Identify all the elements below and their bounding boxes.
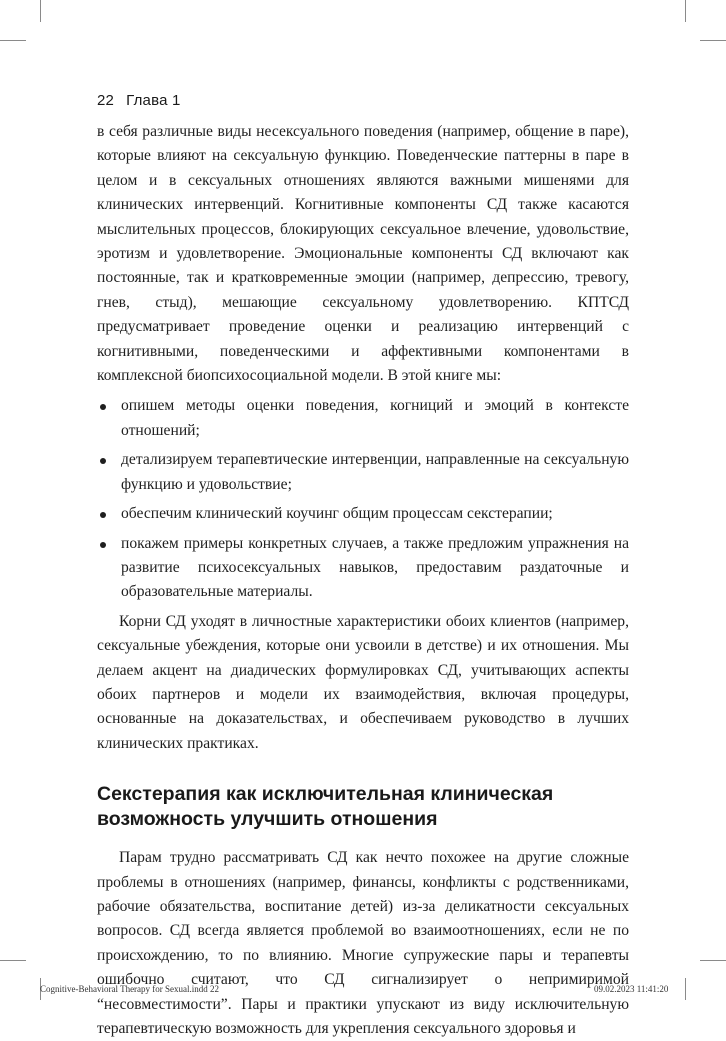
bullet-icon	[100, 512, 106, 518]
crop-mark	[0, 40, 26, 41]
body-text	[97, 120, 629, 1041]
bullet-icon	[100, 542, 106, 548]
running-head	[97, 92, 181, 109]
list-item	[97, 448, 629, 497]
list-item-text: детализируем терапевтические интервенции, направленные на сексуальную функцию и удовольствие;	[121, 451, 629, 493]
list-item	[97, 532, 629, 605]
crop-mark	[700, 40, 726, 41]
bullet-icon	[100, 404, 106, 410]
bullet-list	[97, 394, 629, 604]
list-item-text: обеспечим клинический коучинг общим процессам секстерапии;	[121, 505, 553, 523]
crop-mark	[700, 960, 726, 961]
page-number: 22	[97, 92, 115, 109]
slug-timestamp: 09.02.2023 11:41:20	[594, 984, 669, 994]
paragraph: Корни СД уходят в личностные характеристики обоих клиентов (например, сексуальные убеждения, которые они усвоили в детстве) и их отношения. Мы делаем акцент на диадических формулировках СД, учитывающих аспекты обоих партнеров и модели их взаимодействия, включая процедуры, основанные на доказательствах, и обеспечиваем руководство в лучших клинических практиках.	[97, 612, 629, 752]
list-item	[97, 502, 629, 526]
chapter-title: Глава 1	[126, 92, 181, 109]
list-item-text: покажем примеры конкретных случаев, а также предложим упражнения на развитие психосексуальных навыков, предоставим раздаточные и образовательные материалы.	[121, 534, 629, 601]
list-item-text: опишем методы оценки поведения, когниций и эмоций в контексте отношений;	[121, 397, 629, 439]
crop-mark	[685, 0, 686, 22]
section-heading: Секстерапия как исключительная клиническая возможность улучшить отношения	[97, 783, 554, 831]
bullet-icon	[100, 458, 106, 464]
crop-mark	[685, 978, 686, 1000]
crop-mark	[0, 960, 26, 961]
crop-mark	[40, 0, 41, 22]
paragraph: в себя различные виды несексуального поведения (например, общение в паре), которые влияют на сексуальную функцию. Поведенческие паттерны в паре в целом и в сексуальных отношениях являются важными мишенями для клинических интервенций. Когнитивные компоненты СД также касаются мыслительных процессов, блокирующих сексуальное влечение, удовольствие, эротизм и удовлетворение. Эмоциональные компоненты СД включают как постоянные, так и кратковременные эмоции (например, депрессию, тревогу, гнев, стыд), мешающие сексуальному удовлетворению. КПТСД предусматривает проведение оценки и реализацию интервенций с когнитивными, поведенческими и аффективными компонентами в комплексной биопсихосоциальной модели. В этой книге мы:	[97, 123, 629, 385]
paragraph: Парам трудно рассматривать СД как нечто похожее на другие сложные проблемы в отношениях (например, финансы, конфликты с родственниками, рабочие обязательства, воспитание детей) из-за деликатности сексуальных вопросов. СД всегда является проблемой во взаимоотношениях, если не по происхождению, то по влиянию. Многие супружеские пары и терапевты ошибочно считают, что СД сигнализирует о непримиримой “несовместимости”. Пары и практики упускают из виду исключительную терапевтическую возможность для укрепления сексуального здоровья и	[97, 849, 629, 1037]
list-item	[97, 394, 629, 443]
slug-file-name: Cognitive-Behavioral Therapy for Sexual.indd 22	[40, 984, 220, 994]
